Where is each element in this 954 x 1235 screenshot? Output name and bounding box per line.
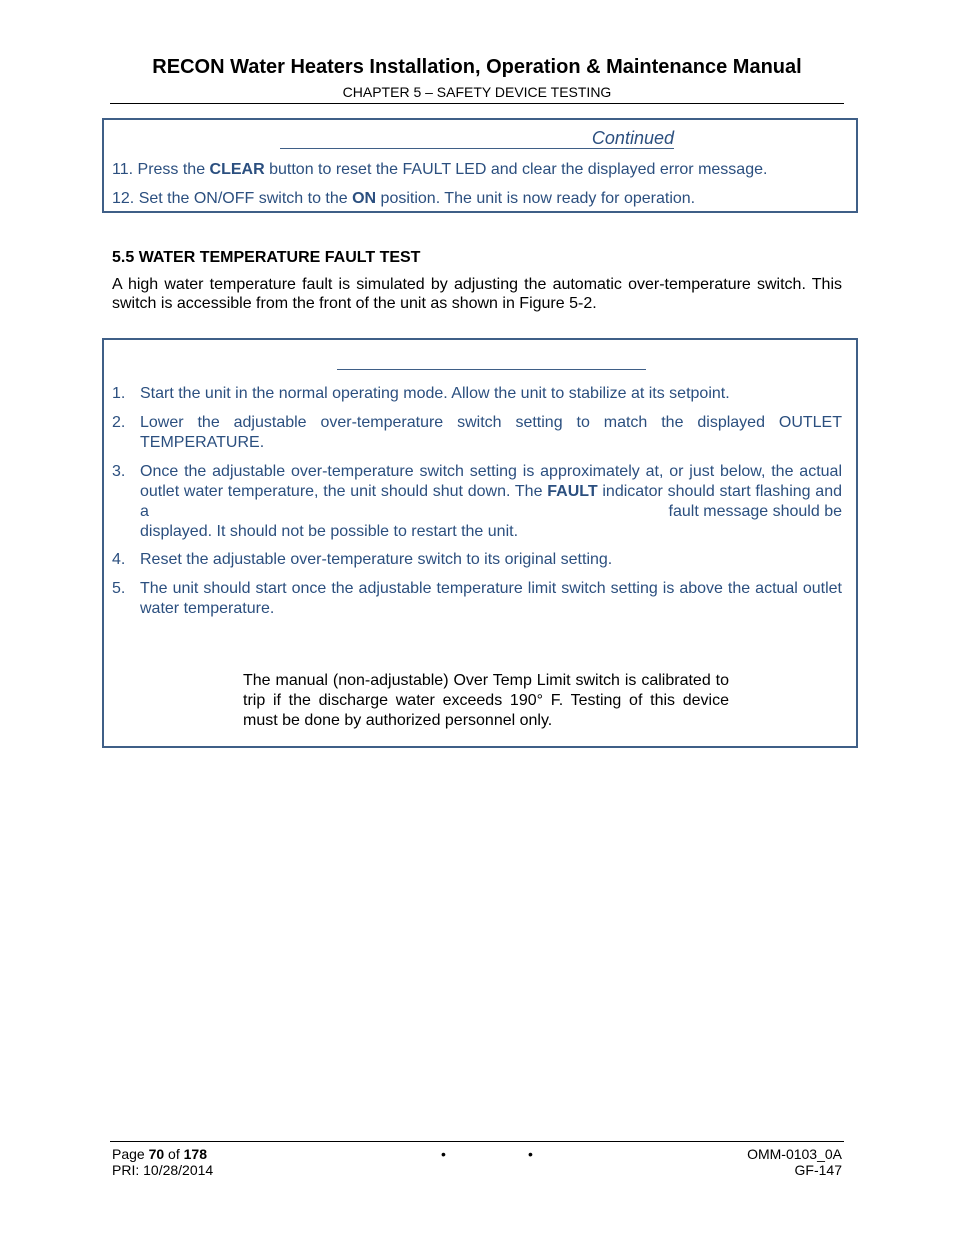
procedure-heading-underline: [337, 369, 646, 370]
section-body: A high water temperature fault is simulated by adjusting the automatic over-temperature switch. This switch is accessible from the front of the unit as shown in Figure 5-2.: [112, 276, 842, 312]
pri-date: PRI: 10/28/2014: [112, 1162, 214, 1178]
fault-keyword: FAULT: [547, 483, 598, 500]
page-of-label: of: [164, 1146, 184, 1162]
page-number: [112, 1146, 207, 1162]
step-number: 11.: [112, 161, 134, 178]
step-12: [112, 189, 847, 209]
warning-note: The manual (non-adjustable) Over Temp Limit switch is calibrated to trip if the discharge water exceeds 190° F. Testing of this device must be done by authorized personnel only.: [243, 672, 729, 729]
step-text-pre: Set the ON/OFF switch to the: [138, 190, 353, 207]
step-text-mid2: fault message should be: [668, 503, 842, 520]
step-1: [112, 384, 842, 404]
step-5: [112, 579, 842, 619]
footer-bullet-left: •: [441, 1146, 446, 1162]
page-current: 70: [148, 1146, 165, 1162]
step-11: [112, 160, 847, 180]
continued-label: Continued: [591, 128, 674, 148]
gf-code: GF-147: [794, 1162, 842, 1178]
clear-keyword: CLEAR: [209, 161, 265, 178]
step-text-post: position. The unit is now ready for operation.: [376, 190, 696, 207]
step-3: [112, 462, 842, 542]
page-label: Page: [112, 1146, 149, 1162]
document-title: RECON Water Heaters Installation, Operation & Maintenance Manual: [152, 56, 802, 78]
step-number: 4.: [112, 551, 126, 568]
step-text: The unit should start once the adjustable temperature limit switch setting is above the actual outlet water temperature.: [140, 580, 842, 617]
step-text: Start the unit in the normal operating mode. Allow the unit to stabilize at its setpoint.: [140, 385, 730, 402]
footer-rule: [110, 1141, 844, 1142]
step-text-post: button to reset the FAULT LED and clear the displayed error message.: [264, 161, 768, 178]
step-number: 3.: [112, 463, 126, 480]
step-text: Lower the adjustable over-temperature switch setting to match the displayed OUTLET TEMPERATURE.: [140, 414, 842, 451]
step-number: 1.: [112, 385, 126, 402]
step-text: Reset the adjustable over-temperature switch to its original setting.: [140, 551, 613, 568]
step-number: 2.: [112, 414, 126, 431]
step-text-pre: Press the: [137, 161, 210, 178]
step-2: [112, 413, 842, 453]
step-number: 12.: [112, 190, 135, 207]
step-text-pre: Once the adjustable over-temperature switch setting is approximately at, or just below, the actual outlet water temperature, the unit should shut down. The: [140, 463, 842, 500]
page-total: 178: [183, 1146, 207, 1162]
document-code: OMM-0103_0A: [747, 1146, 842, 1162]
step-text-post: displayed. It should not be possible to restart the unit.: [140, 523, 519, 540]
footer-bullet-right: •: [528, 1146, 533, 1162]
chapter-heading: CHAPTER 5 – SAFETY DEVICE TESTING: [342, 84, 612, 100]
on-keyword: ON: [352, 190, 377, 207]
header-rule: [110, 103, 844, 104]
step-4: [112, 550, 842, 570]
section-title: 5.5 WATER TEMPERATURE FAULT TEST: [112, 249, 421, 266]
step-text-mid: indicator should start flashing and a: [140, 483, 843, 520]
step-number: 5.: [112, 580, 126, 597]
